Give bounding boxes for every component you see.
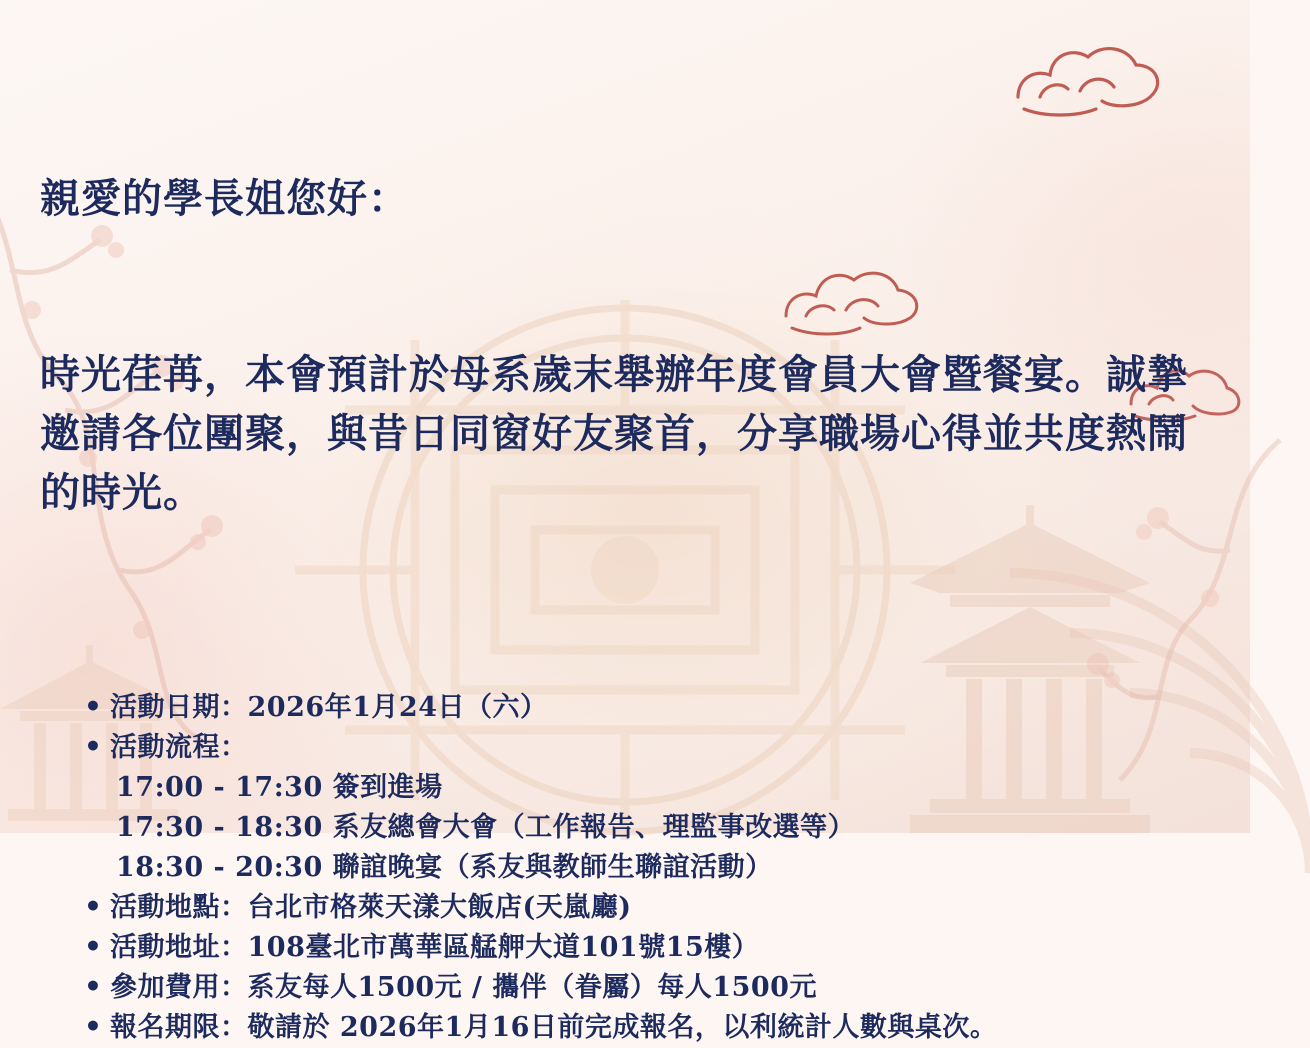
schedule-item: 17:30 - 18:30 系友總會大會（工作報告、理監事改選等）: [116, 811, 856, 843]
event-details-list: [40, 688, 1210, 1048]
schedule-item: 17:00 - 17:30 簽到進場: [116, 771, 443, 803]
greeting-line: 親愛的學長姐您好：: [40, 174, 409, 222]
intro-paragraph: 時光荏苒，本會預計於母系歲末舉辦年度會員大會暨餐宴。誠摯邀請各位團聚，與昔日同窗好友聚首，分享職場心得並共度熱鬧的時光。: [40, 350, 1188, 516]
schedule-item: 18:30 - 20:30 聯誼晚宴（系友與教師生聯誼活動）: [116, 851, 773, 883]
list-item: • 活動流程：: [78, 728, 1210, 768]
list-item: • 參加費用：系友每人1500元 / 攜伴（眷屬）每人1500元: [78, 968, 1210, 1008]
list-item: • 活動地點：台北市格萊天漾大飯店(天嵐廳): [78, 888, 1210, 928]
list-item: • 活動地址：108臺北市萬華區艋舺大道101號15樓）: [78, 928, 1210, 968]
list-item: • 報名期限：敬請於 2026年1月16日前完成報名，以利統計人數與桌次。: [78, 1008, 1210, 1048]
list-item: • 活動日期：2026年1月24日（六）: [78, 688, 1210, 728]
intro-block: [40, 52, 1210, 640]
